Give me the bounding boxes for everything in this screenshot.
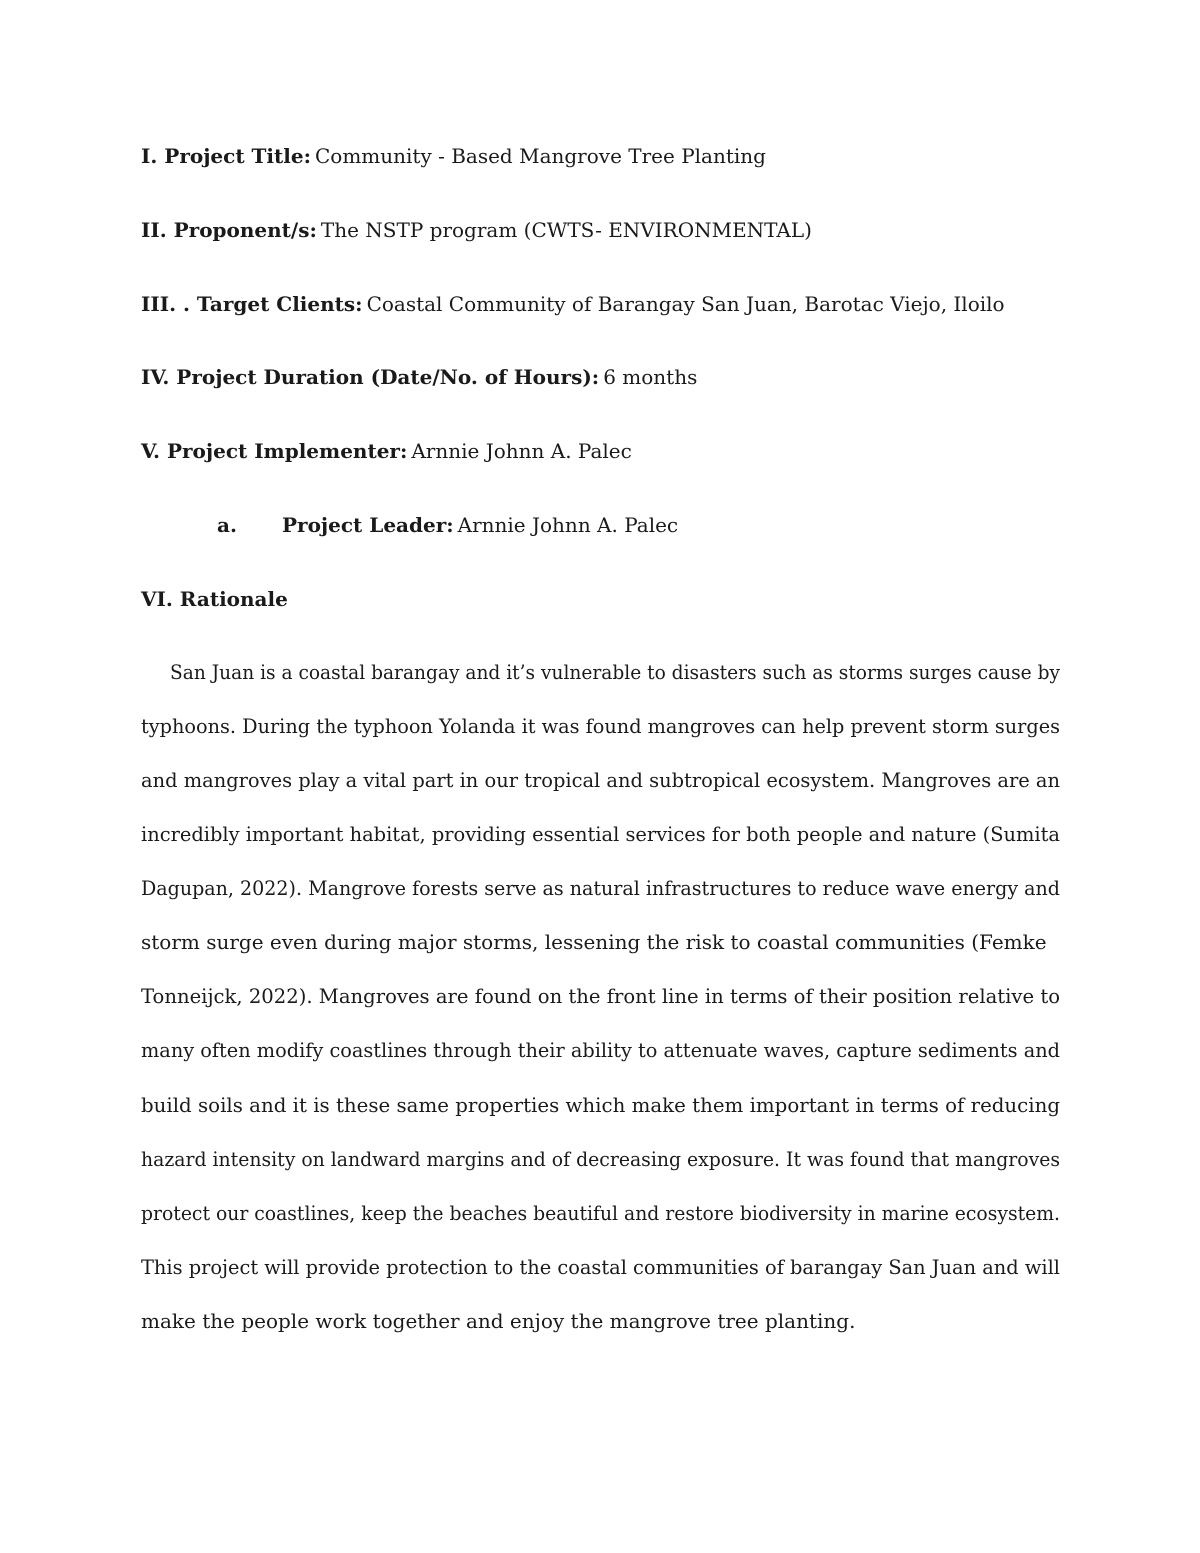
paragraph-line: storm surge even during major storms, lessening the risk to coastal communities (Femke [141,930,1047,954]
paragraph-line: protect our coastlines, keep the beaches beautiful and restore biodiversity in marine ecosystem. [141,1201,1060,1225]
project-implementer-field [141,438,632,464]
project-leader-label: Project Leader: [282,513,454,537]
paragraph-line: hazard intensity on landward margins and of decreasing exposure. It was found that mangroves [141,1147,1060,1171]
paragraph-line: Tonneijck, 2022). Mangroves are found on the front line in terms of their position relative to [141,984,1060,1008]
project-duration-value: 6 months [603,365,698,389]
project-duration-field [141,364,697,390]
paragraph-line: make the people work together and enjoy the mangrove tree planting. [141,1309,856,1333]
project-leader-value: Arnnie Johnn A. Palec [457,513,679,537]
project-duration-label: IV. Project Duration (Date/No. of Hours): [141,365,600,389]
paragraph-line: Dagupan, 2022). Mangrove forests serve as natural infrastructures to reduce wave energy and [141,876,1060,900]
paragraph-line: incredibly important habitat, providing essential services for both people and nature (Sumita [141,822,1060,846]
paragraph-line: This project will provide protection to the coastal communities of barangay San Juan and will [141,1255,1060,1279]
paragraph-line: and mangroves play a vital part in our tropical and subtropical ecosystem. Mangroves are an [141,768,1060,792]
leader-list-marker: a. [217,513,237,537]
project-title-value: Community - Based Mangrove Tree Planting [314,144,766,168]
target-clients-field [141,291,1005,317]
target-clients-label: III. . Target Clients: [141,292,363,316]
project-title-label: I. Project Title: [141,144,311,168]
proponent-value: The NSTP program (CWTS- ENVIRONMENTAL) [320,218,812,242]
project-leader-field [282,512,678,538]
project-implementer-value: Arnnie Johnn A. Palec [411,439,632,463]
proponent-field [141,217,812,243]
paragraph-line: build soils and it is these same properties which make them important in terms of reducing [141,1093,1060,1117]
target-clients-value: Coastal Community of Barangay San Juan, Barotac Viejo, Iloilo [366,292,1005,316]
paragraph-line: typhoons. During the typhoon Yolanda it was found mangroves can help prevent storm surges [141,714,1060,738]
paragraph-line: many often modify coastlines through their ability to attenuate waves, capture sediments and [141,1038,1060,1062]
project-implementer-label: V. Project Implementer: [141,439,408,463]
rationale-heading: VI. Rationale [141,587,288,611]
project-title-field [141,143,766,169]
proponent-label: II. Proponent/s: [141,218,317,242]
paragraph-line: San Juan is a coastal barangay and it’s vulnerable to disasters such as storms surges cause by [170,660,1060,684]
